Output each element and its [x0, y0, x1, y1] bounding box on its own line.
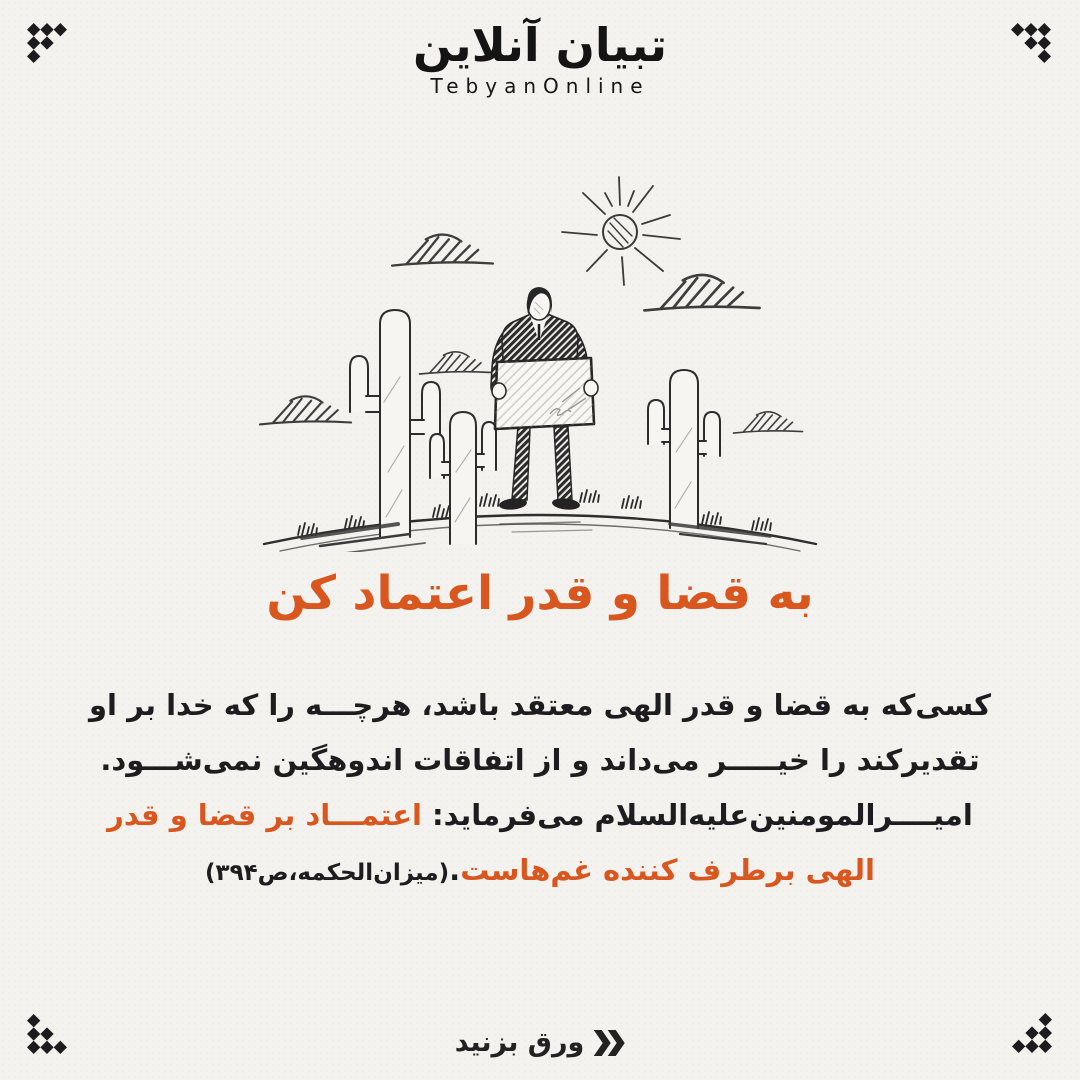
- quote-line-1: کسی‌که به قضا و قدر الهی معتقد باشد، هرچـــه را که خدا بر او: [89, 688, 991, 722]
- quote-line-3-highlight: اعتمـــاد بر قضا و قدر: [107, 798, 422, 832]
- ground-shading: [302, 522, 770, 552]
- cloud-icon: [260, 396, 351, 424]
- brand-logo-latin: TebyanOnline: [430, 74, 650, 98]
- quote-line-3: [0, 788, 1080, 843]
- quote-source-reference: (میزان‌الحکمه،ص۳۹۴): [205, 860, 450, 886]
- desert-sketch-illustration: [250, 172, 830, 552]
- cloud-icon: [420, 352, 492, 374]
- quote-line-4: [0, 843, 1080, 898]
- cloud-icon: [644, 275, 759, 310]
- double-chevron-icon: [593, 1030, 625, 1056]
- cactus-icon: [350, 310, 440, 537]
- quote-title: به قضا و قدر اعتماد کن: [266, 566, 814, 621]
- brand-logo-persian: تبیان آنلاین: [412, 18, 667, 72]
- man-holding-sign: [491, 287, 598, 511]
- swipe-label: ورق بزنید: [454, 1027, 585, 1058]
- quote-line-2: تقدیرکند را خیـــــر می‌داند و از اتفاقات اندوهگین نمی‌شـــود.: [100, 743, 980, 777]
- quote-line-3-text: امیــــرالمومنین‌علیه‌السلام می‌فرماید:: [421, 798, 973, 832]
- cloud-icon: [733, 412, 802, 433]
- swipe-next-control[interactable]: [455, 1027, 626, 1058]
- corner-mark-bottom-left-icon: [27, 1014, 67, 1054]
- quote-line-4-period: .: [449, 853, 461, 887]
- sun-icon: [562, 177, 680, 285]
- cactus-icon: [648, 370, 720, 528]
- corner-mark-bottom-right-icon: [1012, 1013, 1052, 1053]
- quote-line-4-highlight: الهی برطرف کننده غم‌هاست: [460, 853, 875, 887]
- quote-body: [0, 678, 1080, 898]
- cloud-icon: [392, 235, 493, 266]
